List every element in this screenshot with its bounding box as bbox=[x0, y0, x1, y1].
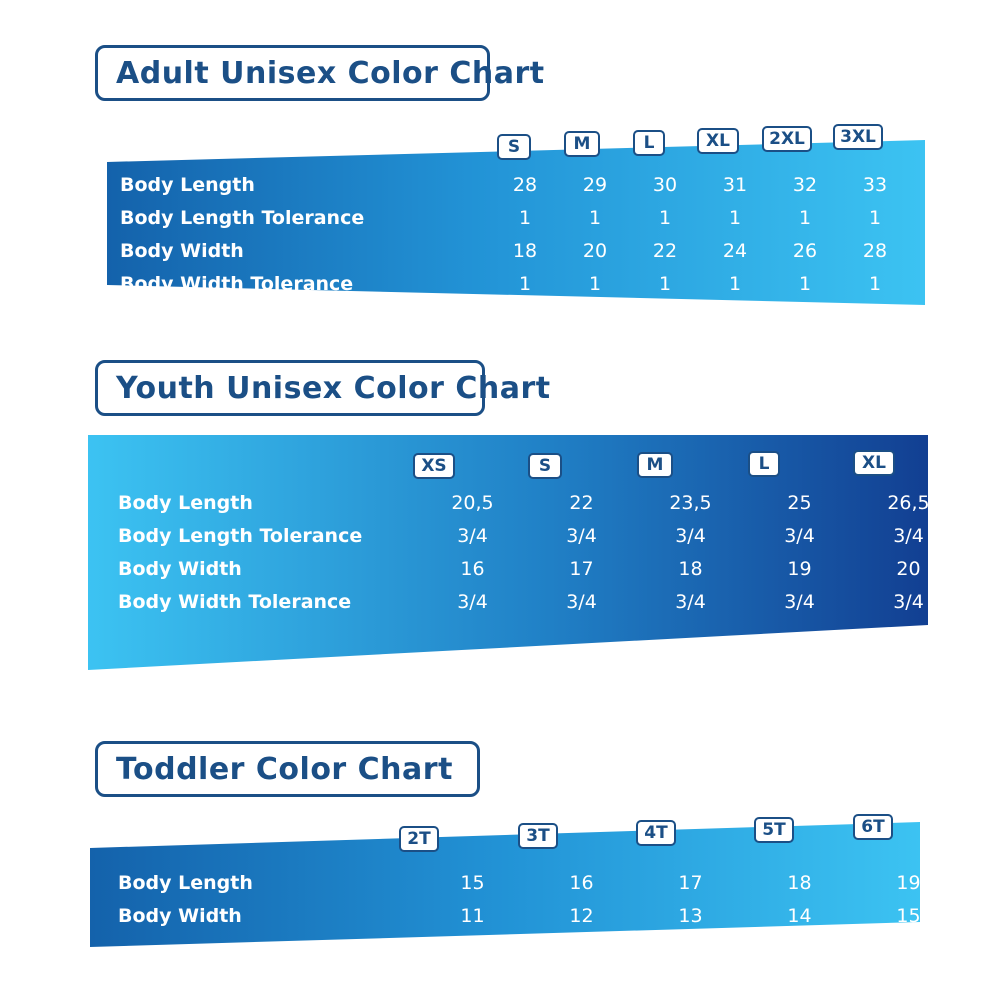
adult-row-label-2: Body Width bbox=[120, 239, 244, 262]
youth-cell-2-1: 17 bbox=[569, 557, 594, 580]
youth-size-chip-M: M bbox=[637, 452, 673, 478]
youth-cell-0-1: 22 bbox=[569, 491, 594, 514]
youth-cell-2-4: 20 bbox=[896, 557, 921, 580]
youth-cell-3-1: 3/4 bbox=[566, 590, 597, 613]
adult-chart-title: Adult Unisex Color Chart bbox=[116, 55, 545, 91]
youth-cell-0-0: 20,5 bbox=[451, 491, 494, 514]
toddler-row-label-1: Body Width bbox=[118, 904, 242, 927]
adult-cell-2-5: 28 bbox=[862, 239, 888, 262]
youth-cell-3-2: 3/4 bbox=[675, 590, 706, 613]
youth-table bbox=[118, 486, 930, 618]
adult-cell-0-2: 30 bbox=[652, 173, 678, 196]
adult-row-label-3: Body Width Tolerance bbox=[120, 272, 354, 295]
adult-size-chip-3XL: 3XL bbox=[833, 124, 883, 150]
adult-cell-1-4: 1 bbox=[798, 206, 812, 229]
adult-cell-0-3: 31 bbox=[722, 173, 748, 196]
youth-size-chip-XS: XS bbox=[413, 453, 455, 479]
youth-cell-3-4: 3/4 bbox=[893, 590, 924, 613]
adult-size-chip-S: S bbox=[497, 134, 531, 160]
youth-chart-title: Youth Unisex Color Chart bbox=[116, 370, 551, 406]
adult-cell-0-0: 28 bbox=[512, 173, 538, 196]
toddler-chart-title-plaque bbox=[95, 741, 480, 797]
youth-cell-1-4: 3/4 bbox=[893, 524, 924, 547]
youth-row-label-1: Body Length Tolerance bbox=[118, 524, 363, 547]
adult-cell-3-1: 1 bbox=[588, 272, 602, 295]
toddler-size-chip-6T: 6T bbox=[853, 814, 893, 840]
youth-chart-title-plaque bbox=[95, 360, 551, 416]
toddler-cell-0-4: 19 bbox=[896, 871, 921, 894]
adult-cell-1-0: 1 bbox=[518, 206, 532, 229]
adult-size-chip-L: L bbox=[633, 130, 665, 156]
toddler-cell-1-1: 12 bbox=[569, 904, 594, 927]
youth-cell-1-0: 3/4 bbox=[457, 524, 488, 547]
adult-cell-0-1: 29 bbox=[582, 173, 608, 196]
adult-chart-title-plaque bbox=[95, 45, 545, 101]
adult-table bbox=[120, 168, 910, 300]
toddler-cell-1-0: 11 bbox=[460, 904, 485, 927]
adult-cell-3-0: 1 bbox=[518, 272, 532, 295]
adult-cell-3-4: 1 bbox=[798, 272, 812, 295]
adult-size-chip-XL: XL bbox=[697, 128, 739, 154]
youth-cell-3-0: 3/4 bbox=[457, 590, 488, 613]
youth-row-label-2: Body Width bbox=[118, 557, 242, 580]
youth-cell-3-3: 3/4 bbox=[784, 590, 815, 613]
adult-cell-2-4: 26 bbox=[792, 239, 818, 262]
adult-row-label-1: Body Length Tolerance bbox=[120, 206, 365, 229]
youth-cell-1-3: 3/4 bbox=[784, 524, 815, 547]
toddler-table bbox=[118, 866, 921, 932]
toddler-cell-0-3: 18 bbox=[787, 871, 812, 894]
toddler-cell-1-3: 14 bbox=[787, 904, 812, 927]
adult-row-label-0: Body Length bbox=[120, 173, 255, 196]
youth-cell-2-2: 18 bbox=[678, 557, 703, 580]
toddler-size-chip-2T: 2T bbox=[399, 826, 439, 852]
youth-cell-2-3: 19 bbox=[787, 557, 812, 580]
youth-cell-0-3: 25 bbox=[787, 491, 812, 514]
adult-cell-1-3: 1 bbox=[728, 206, 742, 229]
toddler-cell-1-4: 15 bbox=[896, 904, 921, 927]
adult-cell-3-5: 1 bbox=[868, 272, 882, 295]
adult-cell-1-2: 1 bbox=[658, 206, 672, 229]
adult-cell-0-5: 33 bbox=[862, 173, 888, 196]
adult-cell-2-3: 24 bbox=[722, 239, 748, 262]
adult-cell-1-1: 1 bbox=[588, 206, 602, 229]
toddler-size-chip-3T: 3T bbox=[518, 823, 558, 849]
adult-cell-3-3: 1 bbox=[728, 272, 742, 295]
youth-cell-2-0: 16 bbox=[460, 557, 485, 580]
youth-cell-1-2: 3/4 bbox=[675, 524, 706, 547]
youth-size-chip-XL: XL bbox=[853, 450, 895, 476]
toddler-chart-title: Toddler Color Chart bbox=[116, 751, 453, 787]
youth-cell-0-2: 23,5 bbox=[669, 491, 712, 514]
adult-size-chip-2XL: 2XL bbox=[762, 126, 812, 152]
toddler-cell-1-2: 13 bbox=[678, 904, 703, 927]
youth-cell-1-1: 3/4 bbox=[566, 524, 597, 547]
youth-size-chip-S: S bbox=[528, 453, 562, 479]
toddler-row-label-0: Body Length bbox=[118, 871, 253, 894]
youth-row-label-0: Body Length bbox=[118, 491, 253, 514]
adult-cell-2-2: 22 bbox=[652, 239, 678, 262]
adult-cell-2-1: 20 bbox=[582, 239, 608, 262]
adult-cell-1-5: 1 bbox=[868, 206, 882, 229]
adult-cell-2-0: 18 bbox=[512, 239, 538, 262]
adult-size-chip-M: M bbox=[564, 131, 600, 157]
youth-size-chip-L: L bbox=[748, 451, 780, 477]
toddler-size-chip-4T: 4T bbox=[636, 820, 676, 846]
toddler-size-chip-5T: 5T bbox=[754, 817, 794, 843]
toddler-cell-0-0: 15 bbox=[460, 871, 485, 894]
adult-cell-3-2: 1 bbox=[658, 272, 672, 295]
toddler-cell-0-2: 17 bbox=[678, 871, 703, 894]
youth-row-label-3: Body Width Tolerance bbox=[118, 590, 352, 613]
adult-cell-0-4: 32 bbox=[792, 173, 818, 196]
toddler-cell-0-1: 16 bbox=[569, 871, 594, 894]
youth-cell-0-4: 26,5 bbox=[887, 491, 930, 514]
